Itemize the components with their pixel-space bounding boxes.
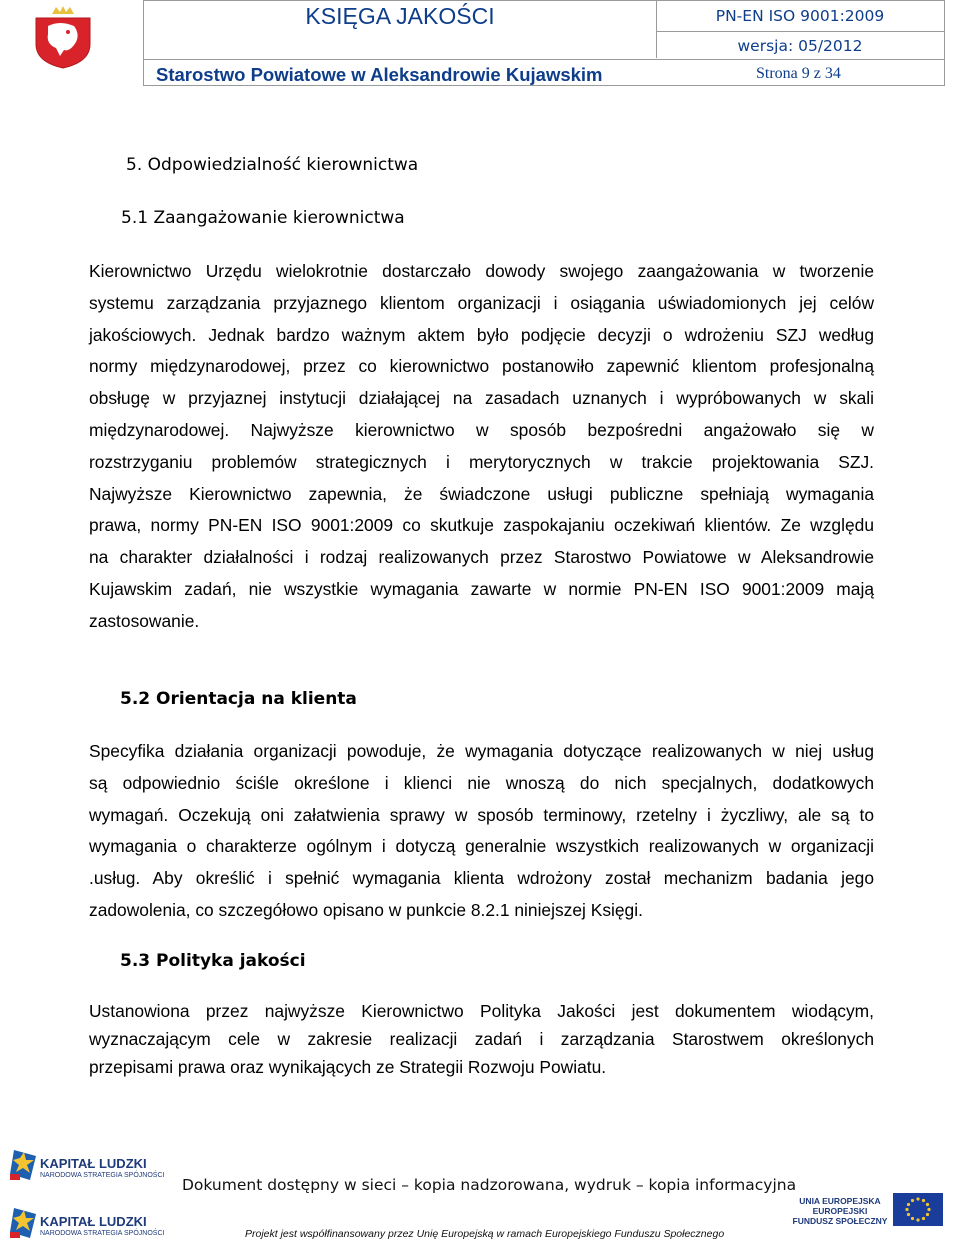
text-line: jakościowych. Jednak bardzo ważnym aktem było podjęcie decyzji o wdrożeniu SZJ według: [89, 324, 874, 345]
section-5-1-heading: 5.1 Zaangażowanie kierownictwa: [121, 208, 405, 228]
kapital-ludzki-name: KAPITAŁ LUDZKI: [40, 1214, 147, 1229]
text-line: przepisami prawa oraz wynikających ze Strategii Rozwoju Powiatu.: [89, 1057, 607, 1077]
section-5-heading: 5. Odpowiedzialność kierownictwa: [126, 155, 419, 175]
eu-label-line: FUNDUSZ SPOŁECZNY: [792, 1216, 888, 1226]
text-line: prawa, normy PN-EN ISO 9001:2009 co skutkuje zaspokajaniu oczekiwań klientów. Ze względu: [89, 515, 874, 536]
section-5-3-paragraph: [89, 997, 874, 1081]
text-line: Ustanowiona przez najwyższe Kierownictwo Polityka Jakości jest dokumentem wiodącym,: [89, 1001, 874, 1021]
text-line: zastosowanie.: [89, 610, 200, 631]
text-line: rozstrzyganiu problemów strategicznych i merytorycznych w trakcie projektowania SZJ.: [89, 451, 874, 472]
text-line: obsługę w przyjaznej instytucji działającej na zasadach uznanych i wypróbowanych w skali: [89, 388, 874, 409]
text-line: wymagania o charakterze ogólnym i dotyczą generalnie wszystkich realizowanych w organizacji: [89, 836, 874, 857]
eu-label-line: UNIA EUROPEJSKA: [799, 1196, 881, 1206]
kapital-ludzki-star-icon: [10, 1148, 38, 1182]
eu-flag-icon: [893, 1193, 943, 1226]
text-line: .usług. Aby określić i spełnić wymagania klienta wdrożony został mechanizm badania jego: [89, 868, 874, 889]
kapital-ludzki-subtitle: NARODOWA STRATEGIA SPÓJNOŚCI: [40, 1230, 165, 1237]
text-line: zadowolenia, co szczegółowo opisano w punkcie 8.2.1 niniejszej Księgi.: [89, 899, 643, 920]
page-number: Strona 9 z 34: [756, 65, 841, 82]
eu-fund-label: [790, 1196, 890, 1226]
coat-of-arms-logo: [30, 4, 96, 70]
text-line: międzynarodowej. Najwyższe kierownictwo w sposób bezpośredni angażowało się w: [89, 419, 874, 440]
text-line: Kierownictwo Urzędu wielokrotnie dostarczało dowody swojego zaangażowania w tworzenie: [89, 261, 874, 281]
text-line: Specyfika działania organizacji powoduje, że wymagania dotyczące realizowanych w niej usług: [89, 741, 874, 761]
document-title: KSIĘGA JAKOŚCI: [305, 3, 495, 29]
text-line: systemu zarządzania przyjaznego klientom organizacji i osiągania uświadomionych jej celów: [89, 292, 874, 313]
kapital-ludzki-name: KAPITAŁ LUDZKI: [40, 1156, 147, 1171]
eu-label-line: EUROPEJSKI: [812, 1206, 868, 1216]
section-5-2-heading: 5.2 Orientacja na klienta: [120, 689, 357, 709]
text-line: Kujawskim zadań, nie wszystkie wymagania zawarte w normie PN-EN ISO 9001:2009 mają: [89, 578, 874, 599]
text-line: wyznaczającym cele w zakresie realizacji zadań i zarządzania Starostwem określonych: [89, 1029, 874, 1049]
funding-note: Projekt jest współfinansowany przez Unię Europejską w ramach Europejskiego Funduszu Społecznego: [245, 1228, 725, 1240]
text-line: są odpowiednio ściśle określone i klienci nie wnoszą do nich specjalnych, dodatkowych: [89, 772, 874, 793]
norm-label: PN-EN ISO 9001:2009: [715, 7, 885, 25]
text-line: normy międzynarodowej, przez co kierownictwo postanowiło zapewnić klientom profesjonalną: [89, 356, 874, 377]
text-line: na charakter działalności i rodzaj realizowanych przez Starostwo Powiatowe w Aleksandrowie: [89, 547, 874, 568]
section-5-1-paragraph: [89, 256, 874, 638]
kapital-ludzki-subtitle: NARODOWA STRATEGIA SPÓJNOŚCI: [40, 1172, 165, 1179]
section-5-2-paragraph: [89, 736, 874, 927]
version-label: wersja: 05/2012: [737, 37, 863, 55]
text-line: wymagań. Oczekują oni załatwienia sprawy w sposób terminowy, rzetelny i życzliwy, ale są to: [89, 804, 874, 825]
kapital-ludzki-star-icon: [10, 1206, 38, 1240]
header-table: [143, 0, 945, 86]
organization-name: Starostwo Powiatowe w Aleksandrowie Kujawskim: [156, 64, 603, 85]
document-note: Dokument dostępny w sieci – kopia nadzorowana, wydruk – kopia informacyjna: [182, 1176, 797, 1194]
section-5-3-heading: 5.3 Polityka jakości: [120, 951, 306, 971]
text-line: Najwyższe Kierownictwo zapewnia, że świadczone usługi publiczne spełniają wymagania: [89, 483, 874, 504]
